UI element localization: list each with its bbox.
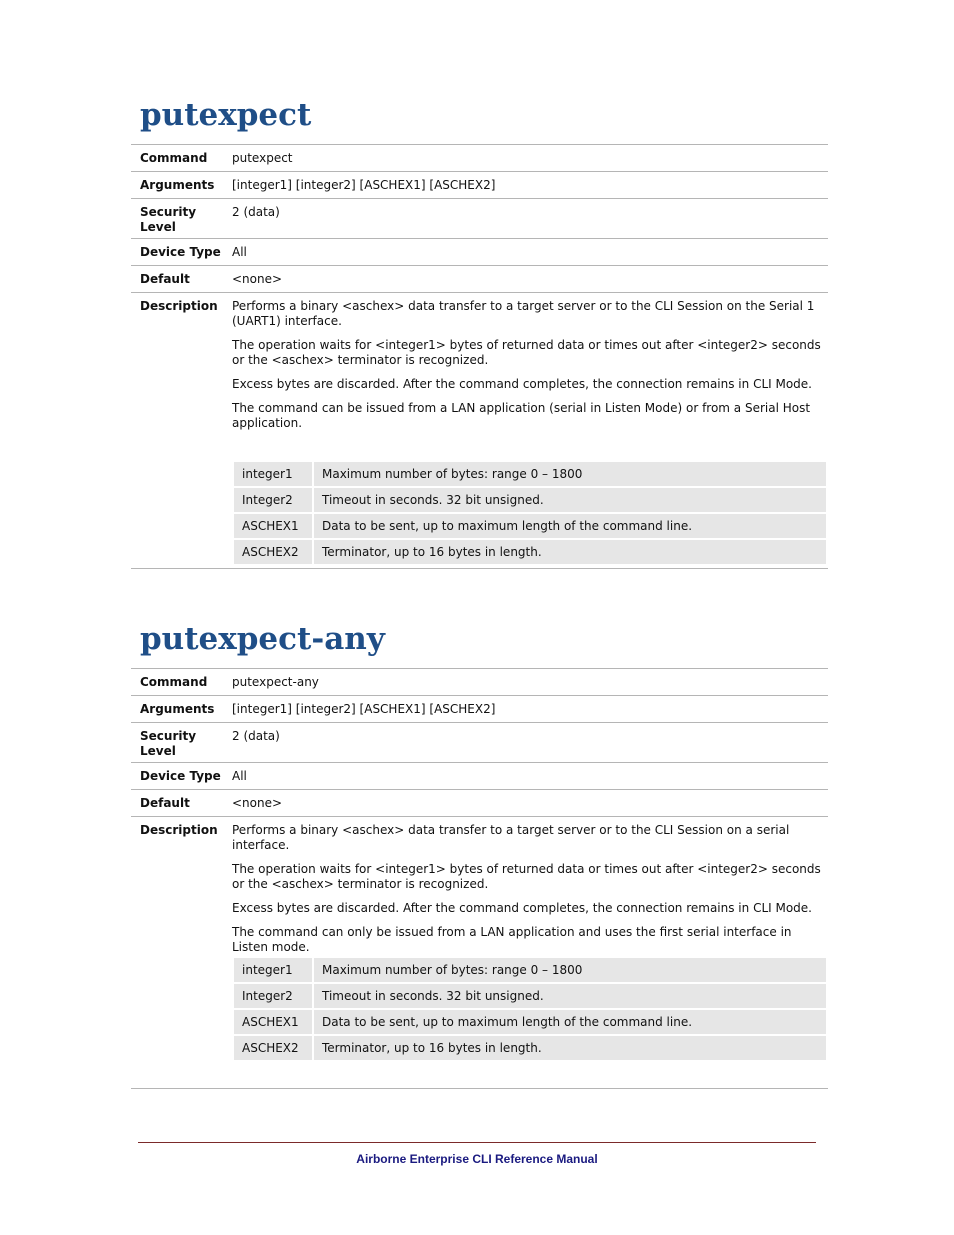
- row-value: <none>: [232, 796, 283, 810]
- row-value: putexpect: [232, 151, 293, 165]
- row-value: 2 (data): [232, 205, 280, 219]
- row-label: Security Level: [140, 729, 197, 758]
- row-command: [131, 145, 828, 172]
- param-description: Timeout in seconds. 32 bit unsigned.: [314, 984, 826, 1008]
- row-description: [131, 817, 828, 1089]
- param-description: Terminator, up to 16 bytes in length.: [314, 540, 826, 564]
- table-row: [234, 958, 826, 982]
- row-label: Command: [140, 151, 208, 165]
- param-description: Maximum number of bytes: range 0 – 1800: [314, 958, 826, 982]
- row-label: Default: [140, 796, 190, 810]
- table-row: [234, 514, 826, 538]
- row-label: Command: [140, 675, 208, 689]
- description-paragraph: The operation waits for <integer1> bytes of returned data or times out after <integer2> seconds or the <aschex> terminator is recognized.: [232, 862, 821, 891]
- row-value: [integer1] [integer2] [ASCHEX1] [ASCHEX2]: [232, 178, 496, 192]
- description-paragraph: The command can only be issued from a LAN application and uses the first serial interface in Listen mode.: [232, 925, 792, 954]
- param-description: Timeout in seconds. 32 bit unsigned.: [314, 488, 826, 512]
- footer-title: Airborne Enterprise CLI Reference Manual: [356, 1152, 598, 1166]
- param-name: ASCHEX1: [234, 514, 314, 538]
- parameter-table: [234, 956, 826, 1062]
- row-device-type: [131, 763, 828, 790]
- param-description: Data to be sent, up to maximum length of the command line.: [314, 1010, 826, 1034]
- description-paragraph: The command can be issued from a LAN application (serial in Listen Mode) or from a Serial Host application.: [232, 401, 811, 430]
- command-reference-table: [131, 668, 828, 1089]
- param-name: ASCHEX2: [234, 1036, 314, 1060]
- table-row: [234, 462, 826, 486]
- row-value: All: [232, 245, 247, 259]
- row-label: Default: [140, 272, 190, 286]
- table-row: [234, 1036, 826, 1060]
- row-value: putexpect-any: [232, 675, 319, 689]
- row-value: [integer1] [integer2] [ASCHEX1] [ASCHEX2]: [232, 702, 496, 716]
- section-title: putexpect: [140, 97, 312, 133]
- row-label: Device Type: [140, 245, 221, 259]
- param-name: Integer2: [234, 984, 314, 1008]
- table-row: [234, 984, 826, 1008]
- description-paragraph: Excess bytes are discarded. After the command completes, the connection remains in CLI Mode.: [232, 901, 812, 915]
- description-paragraph: Performs a binary <aschex> data transfer to a target server or to the CLI Session on a serial interface.: [232, 823, 790, 852]
- row-arguments: [131, 696, 828, 723]
- row-label: Arguments: [140, 702, 215, 716]
- row-label: Description: [140, 823, 218, 837]
- row-command: [131, 669, 828, 696]
- table-row: [234, 540, 826, 564]
- row-label: Security Level: [140, 205, 197, 234]
- param-name: ASCHEX2: [234, 540, 314, 564]
- param-name: Integer2: [234, 488, 314, 512]
- command-reference-table: [131, 144, 828, 569]
- param-description: Terminator, up to 16 bytes in length.: [314, 1036, 826, 1060]
- row-default: [131, 266, 828, 293]
- row-value: [232, 817, 828, 1088]
- param-name: ASCHEX1: [234, 1010, 314, 1034]
- row-label: Device Type: [140, 769, 221, 783]
- row-security-level: [131, 199, 828, 239]
- section-title: putexpect-any: [140, 621, 385, 657]
- row-value: All: [232, 769, 247, 783]
- param-name: integer1: [234, 958, 314, 982]
- row-security-level: [131, 723, 828, 763]
- row-label: Description: [140, 299, 218, 313]
- description-paragraph: The operation waits for <integer1> bytes of returned data or times out after <integer2> seconds or the <aschex> terminator is recognized.: [232, 338, 821, 367]
- row-value: 2 (data): [232, 729, 280, 743]
- param-name: integer1: [234, 462, 314, 486]
- row-default: [131, 790, 828, 817]
- parameter-table: [234, 460, 826, 566]
- table-row: [234, 1010, 826, 1034]
- row-arguments: [131, 172, 828, 199]
- row-label: Arguments: [140, 178, 215, 192]
- footer-rule: [138, 1142, 816, 1143]
- row-description: [131, 293, 828, 569]
- table-row: [234, 488, 826, 512]
- row-value: [232, 293, 828, 568]
- row-device-type: [131, 239, 828, 266]
- row-value: <none>: [232, 272, 283, 286]
- description-paragraph: Performs a binary <aschex> data transfer to a target server or to the CLI Session on the Serial 1 (UART1) interface.: [232, 299, 815, 328]
- param-description: Data to be sent, up to maximum length of the command line.: [314, 514, 826, 538]
- param-description: Maximum number of bytes: range 0 – 1800: [314, 462, 826, 486]
- description-paragraph: Excess bytes are discarded. After the command completes, the connection remains in CLI Mode.: [232, 377, 812, 391]
